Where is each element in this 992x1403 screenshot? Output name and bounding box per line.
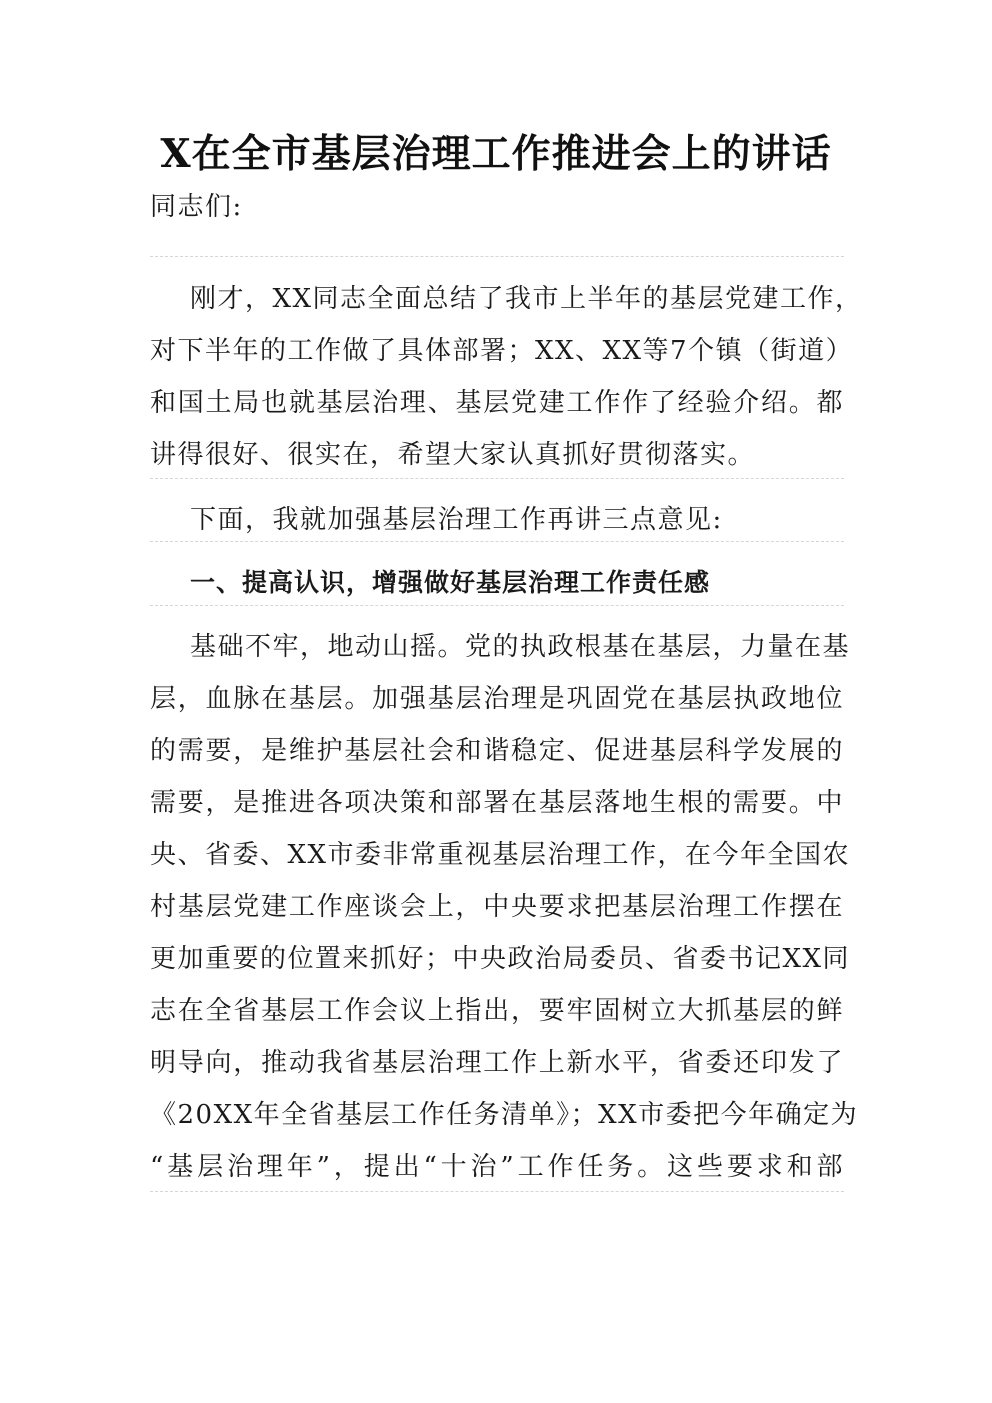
paragraph-line: 的需要，是维护基层社会和谐稳定、促进基层科学发展的 xyxy=(150,736,844,766)
paragraph-1 xyxy=(150,273,863,481)
paragraph-separator xyxy=(150,541,844,542)
salutation xyxy=(150,181,844,233)
paragraph-line: 讲得很好、很实在，希望大家认真抓好贯彻落实。 xyxy=(150,440,756,470)
paragraph-line: 层，血脉在基层。加强基层治理是巩固党在基层执政地位 xyxy=(150,684,844,714)
paragraph-line: 《20XX年全省基层工作任务清单》；XX市委把今年确定为 xyxy=(150,1100,859,1130)
paragraph-separator xyxy=(150,478,844,479)
paragraph-separator xyxy=(150,256,844,257)
paragraph-line: “基层治理年”，提出“十治”工作任务。这些要求和部 xyxy=(150,1152,844,1182)
paragraph-separator xyxy=(150,605,844,606)
paragraph-line: 对下半年的工作做了具体部署；XX、XX等7个镇（街道） xyxy=(150,336,854,366)
paragraph-line: 央、省委、XX市委非常重视基层治理工作，在今年全国农 xyxy=(150,840,851,870)
section-heading-text: 一、提高认识，增强做好基层治理工作责任感 xyxy=(190,568,711,597)
paragraph-line: 村基层党建工作座谈会上，中央要求把基层治理工作摆在 xyxy=(150,892,844,922)
paragraph-line: 需要，是推进各项决策和部署在基层落地生根的需要。中 xyxy=(150,788,844,818)
paragraph-line: 志在全省基层工作会议上指出，要牢固树立大抓基层的鲜 xyxy=(150,996,844,1026)
paragraph-line: 和国土局也就基层治理、基层党建工作作了经验介绍。都 xyxy=(150,388,844,418)
paragraph-3 xyxy=(150,621,859,1193)
salutation-text: 同志们: xyxy=(150,192,243,222)
paragraph-line: 明导向，推动我省基层治理工作上新水平，省委还印发了 xyxy=(150,1048,844,1078)
paragraph-line: 下面，我就加强基层治理工作再讲三点意见: xyxy=(190,505,723,535)
paragraph-line: 基础不牢，地动山摇。党的执政根基在基层，力量在基 xyxy=(190,632,851,662)
paragraph-2 xyxy=(150,494,844,546)
paragraph-separator xyxy=(150,1191,844,1192)
section-heading-1 xyxy=(150,557,844,609)
paragraph-line: 刚才，XX同志全面总结了我市上半年的基层党建工作， xyxy=(190,284,863,314)
document-title: X在全市基层治理工作推进会上的讲话 xyxy=(160,131,832,177)
paragraph-line: 更加重要的位置来抓好；中央政治局委员、省委书记XX同 xyxy=(150,944,851,974)
